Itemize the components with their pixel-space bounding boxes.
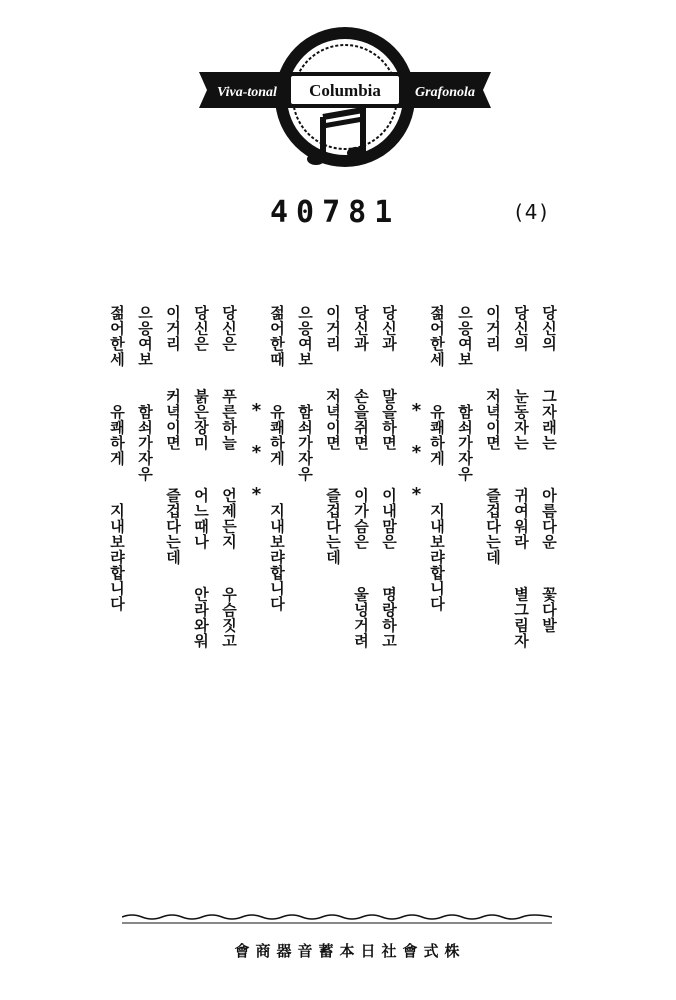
logo-center-text: Columbia [309, 81, 381, 100]
lyric-line: 젊어한세 유쾌하게 지내보랴합니다 [428, 305, 446, 612]
side-number: (4) [515, 200, 550, 224]
columbia-logo [195, 22, 495, 172]
lyric-line: 이거리 저녁이면 즐겁다는데 [484, 305, 502, 565]
lyric-line: 이거리 커녁이면 즐겁다는데 [164, 305, 182, 565]
columbia-logo-graphic [195, 22, 495, 172]
lyric-line: 당신과 말을하면 이내맘은 명랑하고 [380, 305, 398, 649]
footer-divider [122, 912, 552, 926]
lyric-line: 젊어한세 유쾌하게 지내보랴합니다 [108, 305, 126, 612]
lyric-line: 으응여보 함쇠가자우 [136, 305, 154, 482]
verse-separator: * * * [246, 400, 267, 505]
lyric-line: 당신은 붉은장미 어느때나 안라와워 [192, 305, 210, 649]
lyrics-block [100, 305, 570, 705]
lyric-line: 당신과 손을쥐면 이가슴은 울넝거려 [352, 305, 370, 649]
logo-right-text: Grafonola [415, 85, 475, 100]
catalog-number: 40781 [270, 195, 401, 230]
lyric-line: 으응여보 함쇠가자우 [296, 305, 314, 482]
lyric-line: 젊어한때 유쾌하게 지내보랴합니다 [268, 305, 286, 612]
lyric-line: 당신은 푸른하늘 언제든지 우슴짓고 [220, 305, 238, 649]
publisher-name: 會商器音蓄本日社會式株 [234, 942, 466, 960]
lyric-line: 으응여보 함쇠가자우 [456, 305, 474, 482]
logo-left-text: Viva-tonal [217, 85, 277, 100]
lyric-line: 당신의 눈동자는 귀여워라 별그림자 [512, 305, 530, 649]
verse-separator: * * * [406, 400, 427, 505]
lyric-line: 이거리 저녁이면 즐겁다는데 [324, 305, 342, 565]
lyric-line: 당신의 그자래는 아름다운 꽃다발 [540, 305, 558, 633]
